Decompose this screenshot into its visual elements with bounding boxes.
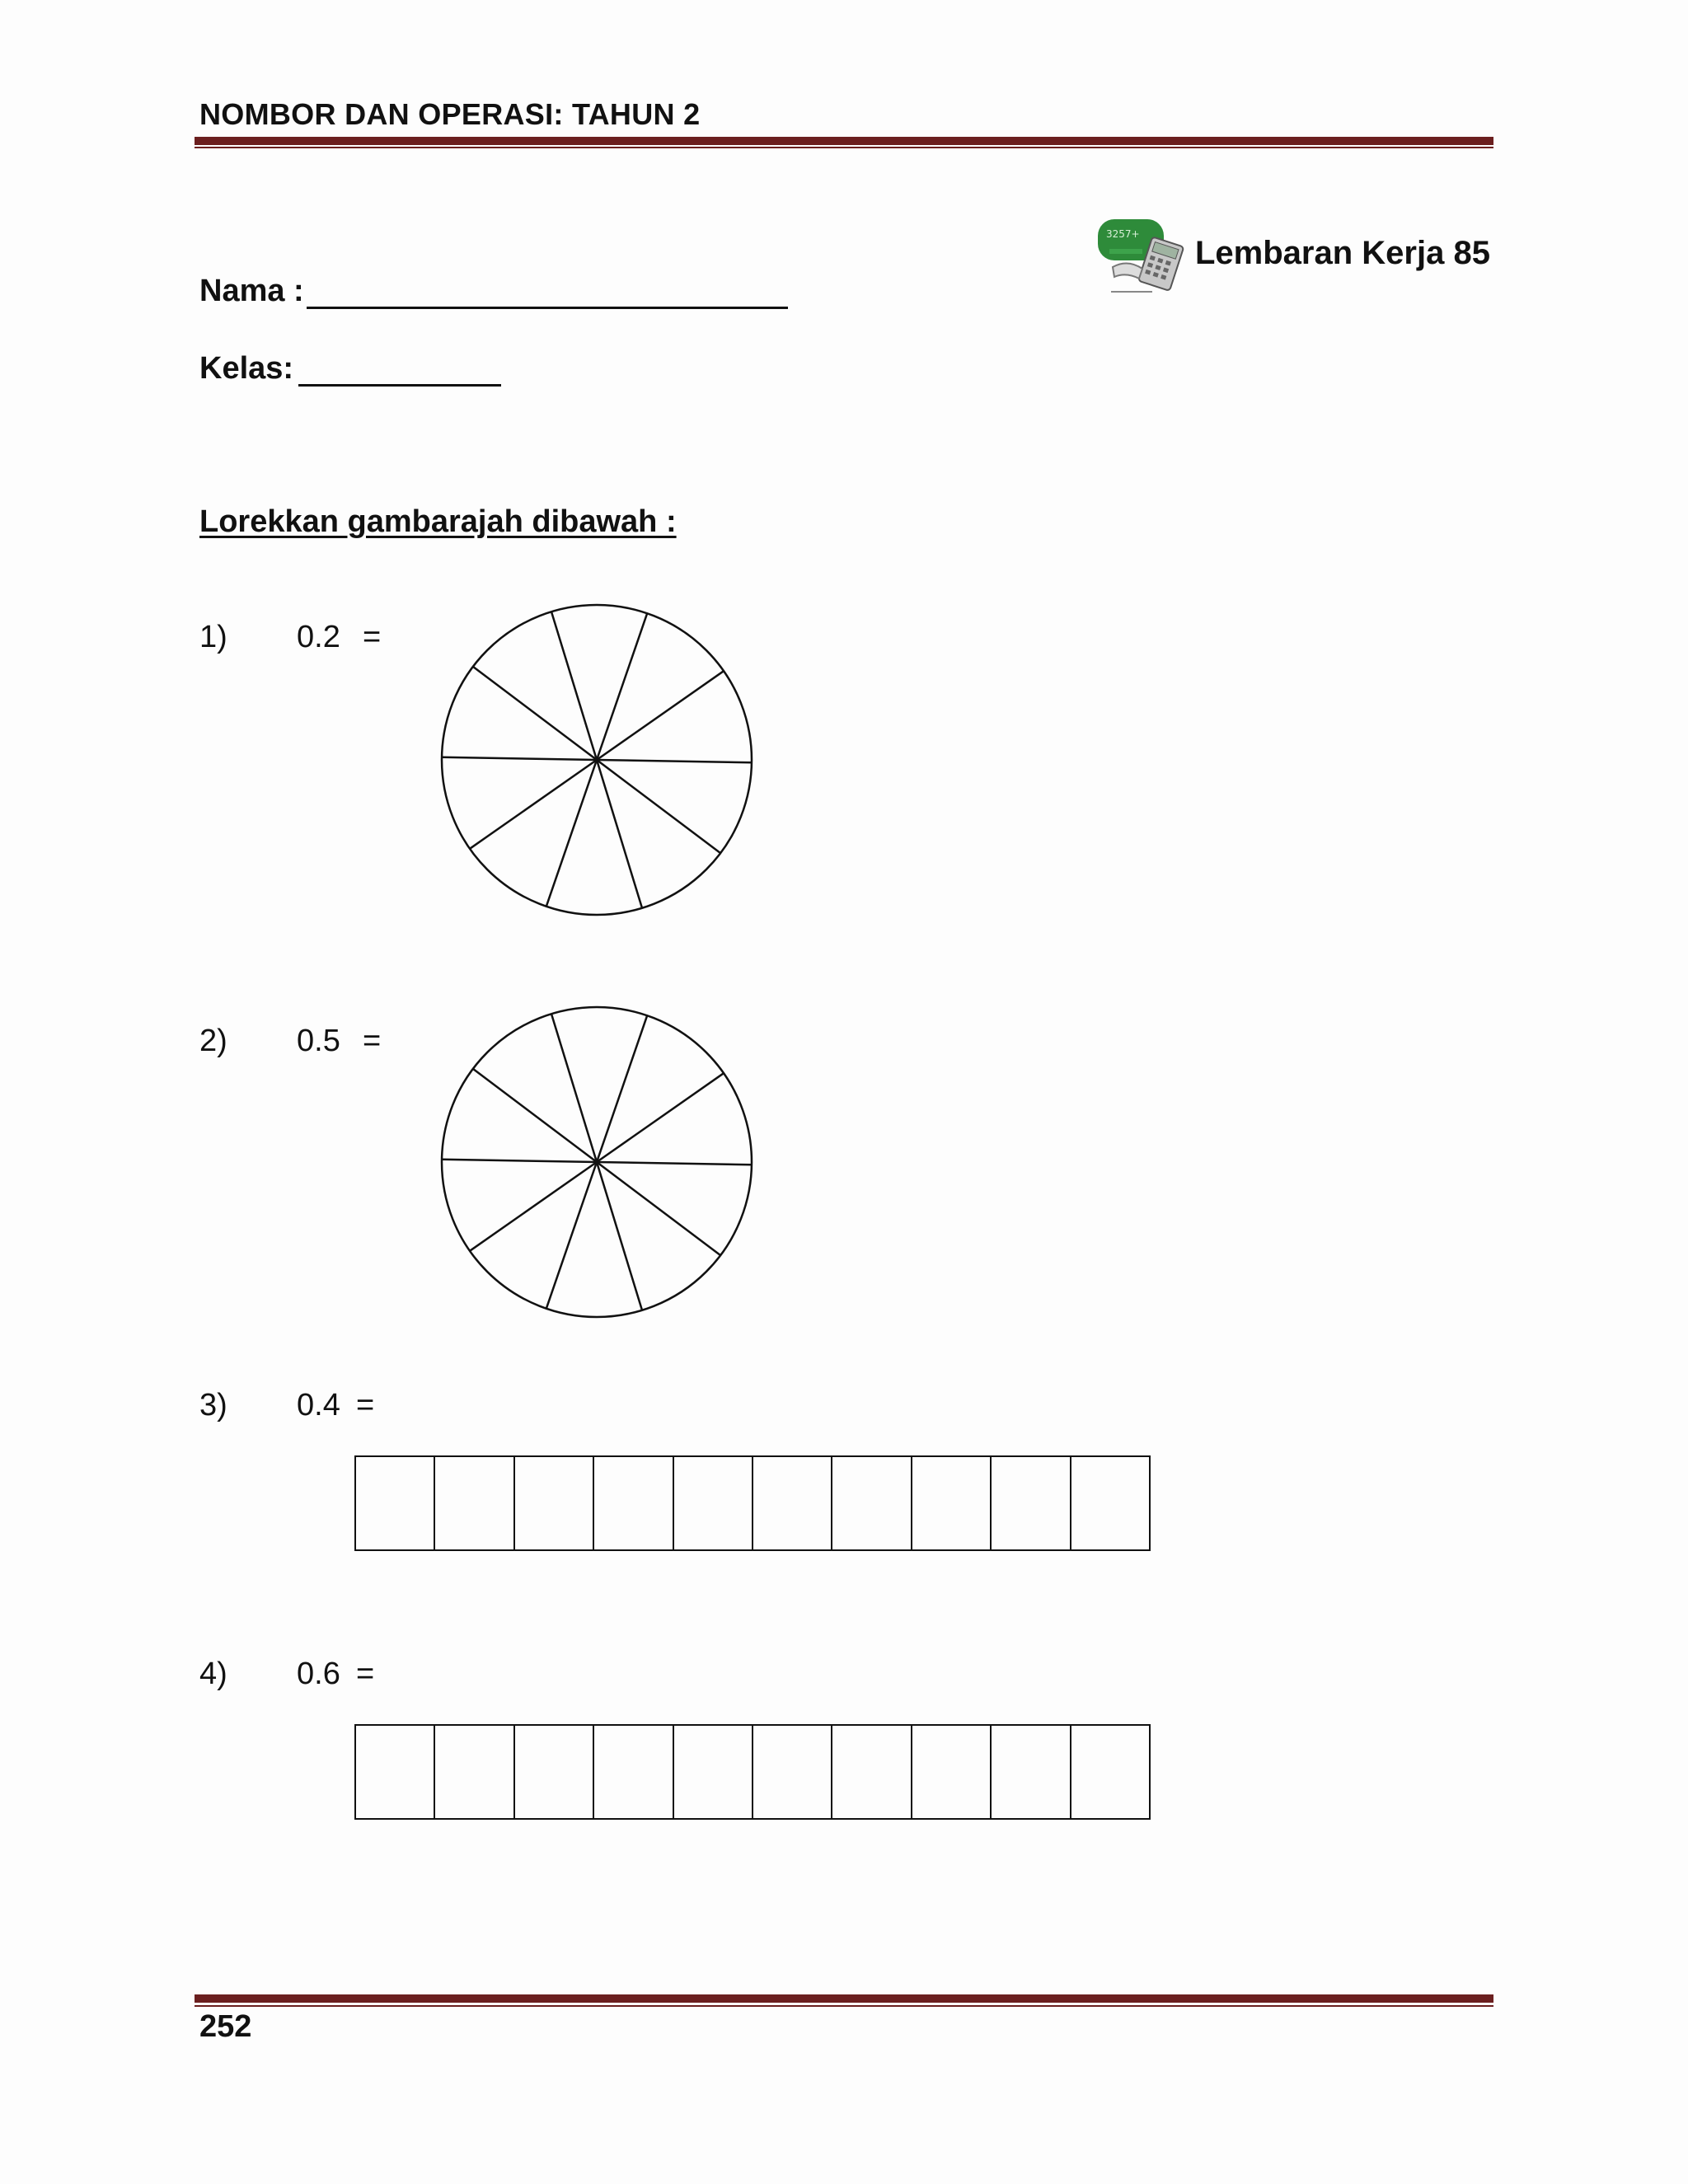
worksheet-title: Lembaran Kerja 85 [1195,235,1490,271]
box-4-cell-5[interactable] [674,1726,753,1818]
box-3-cell-2[interactable] [435,1457,514,1549]
question-2-value: 0.5 [297,1024,340,1058]
box-4-cell-2[interactable] [435,1726,514,1818]
question-4-number: 4) [199,1657,227,1691]
box-4-cell-8[interactable] [912,1726,992,1818]
box-3-cell-9[interactable] [992,1457,1071,1549]
header-title: NOMBOR DAN OPERASI: TAHUN 2 [199,97,701,131]
box-4-cell-9[interactable] [992,1726,1071,1818]
question-2-equals: = [363,1024,382,1058]
question-1-value: 0.2 [297,620,340,654]
circle-diagram-2[interactable] [434,999,760,1325]
box-3-cell-5[interactable] [674,1457,753,1549]
circle-1-spoke-6 [546,760,597,907]
box-3-cell-6[interactable] [753,1457,832,1549]
box-4-cell-7[interactable] [832,1726,912,1818]
question-1-equals: = [363,620,382,654]
question-3-equals: = [356,1388,375,1422]
box-3-cell-3[interactable] [515,1457,594,1549]
circle-2-spoke-5 [597,1162,642,1310]
circle-2-spoke-1 [597,1015,647,1162]
instruction-text: Lorekkan gambarajah dibawah : [199,504,677,539]
circle-1-spoke-4 [597,760,720,853]
circle-diagram-1[interactable] [434,597,760,923]
circle-2-spoke-7 [470,1162,597,1251]
class-field[interactable] [298,384,501,387]
question-2-number: 2) [199,1024,227,1058]
circle-1-spoke-8 [442,757,597,760]
circle-2-spoke-9 [473,1069,597,1162]
class-label: Kelas: [199,351,294,386]
box-4-cell-10[interactable] [1071,1726,1149,1818]
circle-2-spoke-4 [597,1162,720,1255]
circle-2-spoke-3 [597,1162,752,1165]
question-1-number: 1) [199,620,227,654]
box-4-cell-3[interactable] [515,1726,594,1818]
circle-2-spoke-10 [551,1014,597,1162]
box-3-cell-7[interactable] [832,1457,912,1549]
circle-1-spoke-10 [551,612,597,760]
header-rule-thin [195,147,1493,148]
logo-text: 3257+ [1106,228,1140,240]
circle-1-spoke-2 [597,671,724,760]
circle-1-spoke-5 [597,760,642,908]
box-3-cell-10[interactable] [1071,1457,1149,1549]
box-4-cell-1[interactable] [356,1726,435,1818]
circle-1-spoke-9 [473,667,597,760]
question-3-value: 0.4 [297,1388,340,1422]
box-strip-3 [354,1455,1151,1551]
box-4-cell-4[interactable] [594,1726,673,1818]
name-label: Nama : [199,274,304,308]
circle-1-spoke-7 [470,760,597,849]
question-4-value: 0.6 [297,1657,340,1691]
circle-2-spoke-2 [597,1073,724,1162]
footer-rule [195,1994,1493,2003]
circle-2-spoke-6 [546,1162,597,1309]
question-3-number: 3) [199,1388,227,1422]
circle-2-spoke-8 [442,1160,597,1162]
name-field[interactable] [307,307,788,309]
box-strip-4 [354,1724,1151,1820]
box-3-cell-8[interactable] [912,1457,992,1549]
calculator-chalkboard-icon [1095,216,1193,298]
box-3-cell-4[interactable] [594,1457,673,1549]
footer-rule-thin [195,2005,1493,2007]
circle-1-spoke-3 [597,760,752,762]
box-4-cell-6[interactable] [753,1726,832,1818]
box-3-cell-1[interactable] [356,1457,435,1549]
circle-1-spoke-1 [597,613,647,760]
header-rule [195,137,1493,145]
page-number: 252 [199,2009,252,2044]
question-4-equals: = [356,1657,375,1691]
